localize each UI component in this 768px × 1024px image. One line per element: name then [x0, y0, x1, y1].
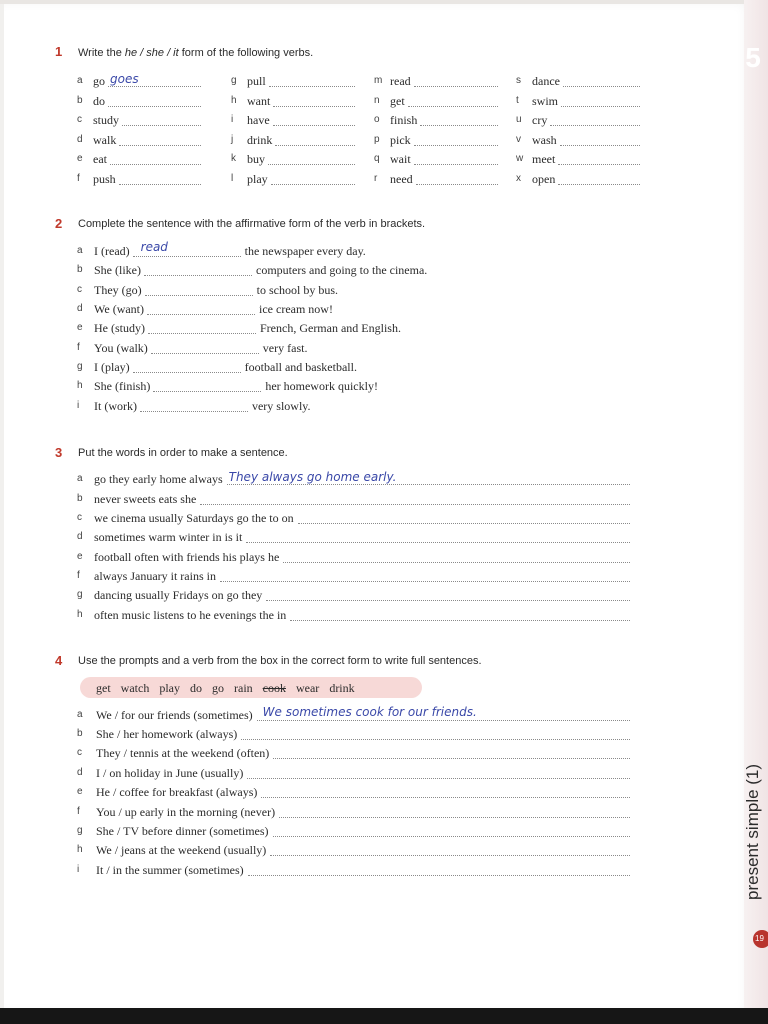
exercise-3-words: dancing usually Fridays on go they: [94, 588, 263, 602]
exercise-1-item-letter: j: [231, 134, 234, 145]
exercise-1-answer-field[interactable]: [271, 184, 355, 185]
exercise-1-answer-field[interactable]: [558, 164, 640, 165]
exercise-1-item-letter: k: [231, 153, 236, 164]
exercise-1-instruction: Write the he / she / it form of the following verbs.: [78, 47, 314, 59]
exercise-1-answer-field[interactable]: [275, 145, 355, 146]
exercise-2-handwritten-answer: read: [140, 240, 168, 254]
exercise-1-verb: wash: [532, 133, 557, 147]
exercise-2-prompt: They (go): [94, 283, 142, 297]
exercise-3-number: 3: [55, 445, 63, 460]
exercise-3-answer-field[interactable]: [246, 542, 630, 543]
exercise-1-verb: play: [247, 172, 268, 186]
word-box-word: play: [159, 681, 180, 695]
exercise-1-verb: pick: [390, 133, 411, 147]
exercise-1-item-letter: x: [516, 173, 521, 184]
exercise-1-verb: get: [390, 94, 405, 108]
exercise-1-answer-field[interactable]: [119, 184, 201, 185]
exercise-1-verb: do: [93, 94, 105, 108]
exercise-1-verb: cry: [532, 113, 548, 127]
exercise-1-verb: go: [93, 74, 105, 88]
exercise-2-prompt: We (want): [94, 302, 145, 316]
exercise-2-item-letter: g: [77, 361, 83, 372]
exercise-3-words: sometimes warm winter in is it: [94, 530, 243, 544]
exercise-1-answer-field[interactable]: [414, 86, 498, 87]
exercise-3-words: we cinema usually Saturdays go the to on: [94, 511, 294, 525]
exercise-2-instruction: Complete the sentence with the affirmative form of the verb in brackets.: [78, 218, 426, 230]
exercise-2-item-letter: a: [77, 245, 83, 256]
exercise-1-verb: dance: [532, 74, 560, 88]
exercise-1-verb: meet: [532, 152, 556, 166]
exercise-4-answer-field[interactable]: [279, 817, 630, 818]
exercise-3-answer-field[interactable]: [298, 523, 630, 524]
exercise-1-answer-field[interactable]: [408, 106, 498, 107]
exercise-4-answer-field[interactable]: [257, 720, 630, 721]
exercise-2-number: 2: [55, 216, 63, 231]
exercise-4-prompt: She / her homework (always): [96, 727, 238, 741]
exercise-1-verb: swim: [532, 94, 559, 108]
exercise-3-answer-field[interactable]: [266, 600, 630, 601]
exercise-1-number: 1: [55, 44, 63, 59]
exercise-3-item-letter: g: [77, 589, 83, 600]
exercise-3-item-letter: c: [77, 512, 82, 523]
exercise-1-item-letter: w: [516, 153, 524, 164]
exercise-4-prompt: They / tennis at the weekend (often): [96, 746, 270, 760]
exercise-3-item-letter: f: [77, 570, 80, 581]
exercise-2-answer-field[interactable]: [148, 333, 256, 334]
exercise-1-verb: buy: [247, 152, 265, 166]
exercise-2-prompt: I (play): [94, 360, 130, 374]
exercise-3-words: never sweets eats she: [94, 492, 197, 506]
exercise-1-answer-field[interactable]: [416, 184, 498, 185]
exercise-4-handwritten-answer: We sometimes cook for our friends.: [262, 705, 477, 719]
exercise-3-answer-field[interactable]: [283, 562, 630, 563]
exercise-4-item-letter: f: [77, 806, 80, 817]
exercise-1-item-letter: h: [231, 95, 237, 106]
page-number-badge: 19: [753, 930, 768, 948]
exercise-3-item-letter: b: [77, 493, 83, 504]
exercise-3-answer-field[interactable]: [227, 484, 630, 485]
exercise-1-answer-field[interactable]: [414, 145, 498, 146]
exercise-1-item-letter: r: [374, 173, 378, 184]
exercise-2-answer-field[interactable]: [147, 314, 255, 315]
exercise-4-answer-field[interactable]: [270, 855, 630, 856]
word-box-word: rain: [234, 681, 253, 695]
exercise-1-item-letter: i: [231, 114, 234, 125]
exercise-1-verb: need: [390, 172, 413, 186]
side-title: present simple (1): [743, 763, 762, 900]
exercise-2-answer-field[interactable]: [144, 275, 252, 276]
exercise-1-answer-field[interactable]: [108, 106, 201, 107]
exercise-2-prompt: She (like): [94, 263, 141, 277]
exercise-1-answer-field[interactable]: [550, 125, 640, 126]
exercise-2-sentence-end: her homework quickly!: [265, 379, 378, 393]
exercise-4-prompt: We / for our friends (sometimes): [96, 708, 253, 722]
exercise-1-item-letter: t: [516, 95, 519, 106]
exercise-3-handwritten-answer: They always go home early.: [228, 470, 397, 484]
exercise-1-item-letter: v: [516, 134, 521, 145]
exercise-4-answer-field[interactable]: [247, 778, 630, 779]
exercise-2-prompt: You (walk): [94, 341, 148, 355]
exercise-4-answer-field[interactable]: [273, 836, 630, 837]
exercise-4-prompt: We / jeans at the weekend (usually): [96, 843, 267, 857]
exercise-1-verb: pull: [247, 74, 266, 88]
exercise-2-answer-field[interactable]: [140, 411, 248, 412]
exercise-4-item-letter: c: [77, 747, 82, 758]
exercise-1-handwritten-answer: goes: [110, 72, 139, 86]
exercise-1-verb: finish: [390, 113, 418, 127]
word-box-word: do: [190, 681, 202, 695]
exercise-1-item-letter: b: [77, 95, 83, 106]
exercise-4-prompt: You / up early in the morning (never): [96, 805, 276, 819]
word-box-word: get: [96, 681, 111, 695]
exercise-1-item-letter: p: [374, 134, 380, 145]
exercise-3-item-letter: a: [77, 473, 83, 484]
exercise-3-words: football often with friends his plays he: [94, 550, 280, 564]
exercise-1-verb: study: [93, 113, 120, 127]
exercise-1-item-letter: l: [231, 173, 234, 184]
exercise-1-verb: drink: [247, 133, 273, 147]
word-box-word: go: [212, 681, 224, 695]
word-box-word: drink: [329, 681, 355, 695]
exercise-3-item-letter: d: [77, 531, 83, 542]
exercise-2-prompt: He (study): [94, 321, 145, 335]
exercise-4-item-letter: d: [77, 767, 83, 778]
exercise-2-item-letter: c: [77, 284, 82, 295]
exercise-2-item-letter: e: [77, 322, 83, 333]
exercise-1-answer-field[interactable]: [558, 184, 640, 185]
exercise-4-item-letter: i: [77, 864, 80, 875]
exercise-1-verb: want: [247, 94, 271, 108]
exercise-1-answer-field[interactable]: [122, 125, 201, 126]
exercise-1-answer-field[interactable]: [560, 145, 640, 146]
exercise-1-item-letter: s: [516, 75, 521, 86]
exercise-1-item-letter: q: [374, 153, 380, 164]
exercise-1-verb: have: [247, 113, 270, 127]
exercise-4-item-letter: a: [77, 709, 83, 720]
exercise-4-item-letter: h: [77, 844, 83, 855]
exercise-1-item-letter: m: [374, 75, 383, 86]
exercise-2-sentence-end: very slowly.: [251, 399, 311, 413]
exercise-2-sentence-end: ice cream now!: [259, 302, 333, 316]
exercise-1-answer-field[interactable]: [110, 164, 201, 165]
he-she-it-term: he / she / it: [124, 47, 179, 59]
unit-number: 5: [745, 42, 761, 73]
exercise-2-item-letter: b: [77, 264, 83, 275]
exercise-4-answer-field[interactable]: [273, 758, 630, 759]
exercise-1-item-letter: u: [516, 114, 522, 125]
exercise-1-answer-field[interactable]: [268, 164, 355, 165]
exercise-2-sentence-end: French, German and English.: [260, 321, 401, 335]
exercise-1-item-letter: c: [77, 114, 82, 125]
exercise-4-answer-field[interactable]: [261, 797, 630, 798]
exercise-2-item-letter: i: [77, 400, 80, 411]
exercise-4-answer-field[interactable]: [248, 875, 630, 876]
exercise-2-item-letter: f: [77, 342, 80, 353]
exercise-1-item-letter: f: [77, 173, 80, 184]
exercise-2-item-letter: h: [77, 380, 83, 391]
exercise-4-item-letter: g: [77, 825, 83, 836]
exercise-2-sentence-end: the newspaper every day.: [244, 244, 366, 258]
exercise-1-answer-field[interactable]: [414, 164, 498, 165]
exercise-1-answer-field[interactable]: [273, 106, 355, 107]
exercise-3-answer-field[interactable]: [290, 620, 630, 621]
exercise-4-number: 4: [55, 653, 63, 668]
exercise-4-item-letter: e: [77, 786, 83, 797]
exercise-2-answer-field[interactable]: [133, 256, 241, 257]
exercise-4-prompt: It / in the summer (sometimes): [96, 863, 244, 877]
exercise-1-answer-field[interactable]: [119, 145, 201, 146]
exercise-1-verb: eat: [93, 152, 107, 166]
exercise-1-answer-field[interactable]: [273, 125, 355, 126]
exercise-2-sentence-end: very fast.: [262, 341, 308, 355]
exercise-4-prompt: She / TV before dinner (sometimes): [96, 824, 269, 838]
exercise-1-item-letter: a: [77, 75, 83, 86]
exercise-4-prompt: He / coffee for breakfast (always): [96, 785, 258, 799]
word-box-word: watch: [120, 681, 150, 695]
exercise-2-answer-field[interactable]: [151, 353, 259, 354]
exercise-1-answer-field[interactable]: [561, 106, 640, 107]
exercise-1-item-letter: o: [374, 114, 380, 125]
exercise-4-instruction: Use the prompts and a verb from the box in the correct form to write full sentences.: [78, 655, 482, 667]
word-box-word-used: cook: [262, 681, 286, 695]
exercise-1-answer-field[interactable]: [420, 125, 498, 126]
exercise-3-instruction: Put the words in order to make a sentence.: [78, 447, 288, 459]
exercise-4-item-letter: b: [77, 728, 83, 739]
exercise-3-answer-field[interactable]: [220, 581, 630, 582]
exercise-2-answer-field[interactable]: [145, 295, 253, 296]
exercise-3-item-letter: h: [77, 609, 83, 620]
exercise-4-answer-field[interactable]: [241, 739, 630, 740]
exercise-2-prompt: I (read): [94, 244, 130, 258]
exercise-3-item-letter: e: [77, 551, 83, 562]
exercise-2-answer-field[interactable]: [153, 391, 261, 392]
exercise-2-prompt: It (work): [94, 399, 137, 413]
exercise-1-verb: read: [390, 74, 411, 88]
exercise-3-words: often music listens to he evenings the in: [94, 608, 287, 622]
exercise-1-item-letter: e: [77, 153, 83, 164]
exercise-2-prompt: She (finish): [94, 379, 151, 393]
exercise-2-sentence-end: football and basketball.: [244, 360, 357, 374]
exercise-1-verb: push: [93, 172, 116, 186]
exercise-2-sentence-end: to school by bus.: [256, 283, 338, 297]
exercise-1-item-letter: g: [231, 75, 237, 86]
exercise-1-verb: walk: [93, 133, 117, 147]
scan-bottom-edge: [0, 1008, 768, 1024]
exercise-1-answer-field[interactable]: [108, 86, 201, 87]
word-box-word: wear: [295, 681, 320, 695]
exercise-3-answer-field[interactable]: [200, 504, 630, 505]
exercise-1-item-letter: n: [374, 95, 380, 106]
exercise-1-item-letter: d: [77, 134, 83, 145]
exercise-1-verb: open: [532, 172, 556, 186]
exercise-3-words: go they early home always: [94, 472, 223, 486]
exercise-2-item-letter: d: [77, 303, 83, 314]
exercise-3-words: always January it rains in: [94, 569, 216, 583]
exercise-2-answer-field[interactable]: [133, 372, 241, 373]
exercise-1-verb: wait: [390, 152, 411, 166]
exercise-1-answer-field[interactable]: [269, 86, 355, 87]
exercise-2-sentence-end: computers and going to the cinema.: [256, 263, 428, 277]
exercise-1-answer-field[interactable]: [563, 86, 640, 87]
exercise-4-prompt: I / on holiday in June (usually): [96, 766, 244, 780]
